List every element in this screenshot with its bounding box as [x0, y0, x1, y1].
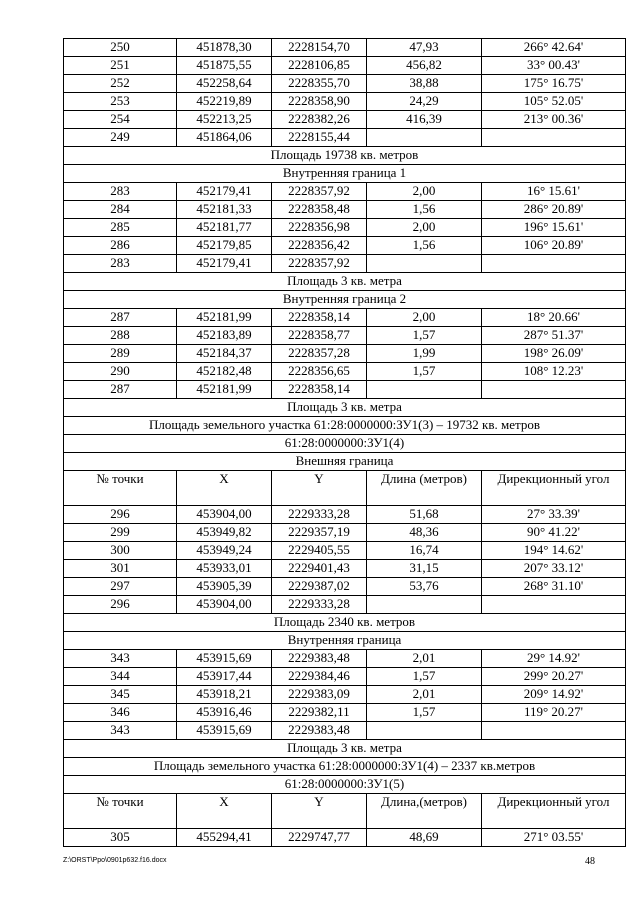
cell-x-coordinate: 452213,25	[177, 111, 272, 129]
cell-x-coordinate: 453905,39	[177, 578, 272, 596]
cell-point-number: 287	[64, 309, 177, 327]
cell-length	[367, 255, 482, 273]
section-caption: 61:28:0000000:ЗУ1(5)	[64, 776, 626, 794]
cell-direction-angle: 213° 00.36'	[482, 111, 626, 129]
cell-length: 2,00	[367, 309, 482, 327]
cell-point-number: 285	[64, 219, 177, 237]
cell-y-coordinate: 2228357,92	[272, 255, 367, 273]
cell-direction-angle: 27° 33.39'	[482, 506, 626, 524]
table-row	[64, 93, 626, 111]
table-row	[64, 39, 626, 57]
cell-point-number: 251	[64, 57, 177, 75]
cell-length	[367, 596, 482, 614]
cell-y-coordinate: 2228155,44	[272, 129, 367, 147]
section-row	[64, 453, 626, 471]
cell-point-number: 289	[64, 345, 177, 363]
cell-direction-angle: 287° 51.37'	[482, 327, 626, 345]
cell-x-coordinate: 453904,00	[177, 596, 272, 614]
section-row	[64, 632, 626, 650]
table-row	[64, 650, 626, 668]
coordinates-table	[63, 38, 626, 847]
cell-direction-angle: 198° 26.09'	[482, 345, 626, 363]
header-row	[64, 794, 626, 829]
cell-length: 31,15	[367, 560, 482, 578]
cell-y-coordinate: 2228358,77	[272, 327, 367, 345]
cell-point-number: 296	[64, 506, 177, 524]
cell-y-coordinate: 2229405,55	[272, 542, 367, 560]
cell-length: 51,68	[367, 506, 482, 524]
cell-length: 1,56	[367, 201, 482, 219]
cell-x-coordinate: 453949,82	[177, 524, 272, 542]
cell-length: 1,99	[367, 345, 482, 363]
cell-point-number: 296	[64, 596, 177, 614]
cell-point-number: 290	[64, 363, 177, 381]
cell-point-number: 346	[64, 704, 177, 722]
coordinates-table-body	[64, 39, 626, 847]
table-row	[64, 57, 626, 75]
cell-length: 38,88	[367, 75, 482, 93]
cell-direction-angle: 108° 12.23'	[482, 363, 626, 381]
cell-point-number: 254	[64, 111, 177, 129]
table-row	[64, 219, 626, 237]
cell-x-coordinate: 452179,41	[177, 255, 272, 273]
cell-x-coordinate: 451875,55	[177, 57, 272, 75]
section-row	[64, 165, 626, 183]
table-row	[64, 596, 626, 614]
cell-point-number: 301	[64, 560, 177, 578]
cell-direction-angle: 266° 42.64'	[482, 39, 626, 57]
cell-y-coordinate: 2229747,77	[272, 829, 367, 847]
column-header-length: Длина,(метров)	[367, 794, 482, 829]
document-file-path: Z:\ORST\Ppo\0901p632.f16.docx	[63, 857, 167, 864]
cell-y-coordinate: 2229383,09	[272, 686, 367, 704]
cell-y-coordinate: 2228355,70	[272, 75, 367, 93]
cell-y-coordinate: 2229383,48	[272, 722, 367, 740]
table-row	[64, 129, 626, 147]
cell-length: 53,76	[367, 578, 482, 596]
cell-y-coordinate: 2228358,48	[272, 201, 367, 219]
cell-x-coordinate: 452219,89	[177, 93, 272, 111]
cell-length: 1,57	[367, 327, 482, 345]
cell-point-number: 305	[64, 829, 177, 847]
cell-y-coordinate: 2228357,28	[272, 345, 367, 363]
cell-length	[367, 129, 482, 147]
table-row	[64, 722, 626, 740]
cell-direction-angle: 18° 20.66'	[482, 309, 626, 327]
section-row	[64, 614, 626, 632]
cell-point-number: 345	[64, 686, 177, 704]
cell-y-coordinate: 2228358,90	[272, 93, 367, 111]
cell-y-coordinate: 2229333,28	[272, 596, 367, 614]
cell-length: 2,00	[367, 219, 482, 237]
cell-point-number: 283	[64, 183, 177, 201]
cell-x-coordinate: 451878,30	[177, 39, 272, 57]
cell-y-coordinate: 2229383,48	[272, 650, 367, 668]
cell-direction-angle: 299° 20.27'	[482, 668, 626, 686]
cell-x-coordinate: 452179,85	[177, 237, 272, 255]
header-row	[64, 471, 626, 506]
cell-direction-angle: 271° 03.55'	[482, 829, 626, 847]
table-row	[64, 183, 626, 201]
cell-point-number: 288	[64, 327, 177, 345]
cell-length: 2,01	[367, 650, 482, 668]
cell-direction-angle	[482, 722, 626, 740]
cell-direction-angle: 90° 41.22'	[482, 524, 626, 542]
cell-y-coordinate: 2228356,98	[272, 219, 367, 237]
table-row	[64, 686, 626, 704]
section-row	[64, 147, 626, 165]
section-caption: Площадь 3 кв. метра	[64, 740, 626, 758]
cell-x-coordinate: 452182,48	[177, 363, 272, 381]
table-row	[64, 111, 626, 129]
table-row	[64, 381, 626, 399]
cell-length: 2,00	[367, 183, 482, 201]
cell-x-coordinate: 452181,99	[177, 309, 272, 327]
section-caption: 61:28:0000000:ЗУ1(4)	[64, 435, 626, 453]
section-row	[64, 435, 626, 453]
cell-x-coordinate: 452258,64	[177, 75, 272, 93]
cell-length: 47,93	[367, 39, 482, 57]
cell-direction-angle: 106° 20.89'	[482, 237, 626, 255]
table-row	[64, 542, 626, 560]
cell-direction-angle	[482, 596, 626, 614]
cell-length: 16,74	[367, 542, 482, 560]
section-caption: Внешняя граница	[64, 453, 626, 471]
cell-direction-angle: 194° 14.62'	[482, 542, 626, 560]
cell-length: 1,57	[367, 668, 482, 686]
table-row	[64, 201, 626, 219]
cell-direction-angle: 16° 15.61'	[482, 183, 626, 201]
cell-point-number: 249	[64, 129, 177, 147]
section-caption: Площадь 3 кв. метра	[64, 399, 626, 417]
cell-point-number: 250	[64, 39, 177, 57]
column-header-y-coordinate: Y	[272, 471, 367, 506]
cell-point-number: 283	[64, 255, 177, 273]
cell-point-number: 286	[64, 237, 177, 255]
cell-point-number: 343	[64, 722, 177, 740]
cell-length: 1,57	[367, 704, 482, 722]
column-header-direction-angle: Дирекционный угол	[482, 471, 626, 506]
section-row	[64, 417, 626, 435]
table-row	[64, 524, 626, 542]
page-number: 48	[585, 856, 595, 867]
cell-length	[367, 722, 482, 740]
cell-x-coordinate: 452184,37	[177, 345, 272, 363]
cell-point-number: 297	[64, 578, 177, 596]
cell-y-coordinate: 2229384,46	[272, 668, 367, 686]
cell-y-coordinate: 2228154,70	[272, 39, 367, 57]
cell-length: 1,56	[367, 237, 482, 255]
cell-direction-angle: 268° 31.10'	[482, 578, 626, 596]
table-row	[64, 704, 626, 722]
cell-point-number: 252	[64, 75, 177, 93]
section-caption: Внутренняя граница 1	[64, 165, 626, 183]
cell-y-coordinate: 2229382,11	[272, 704, 367, 722]
column-header-y-coordinate: Y	[272, 794, 367, 829]
cell-direction-angle: 105° 52.05'	[482, 93, 626, 111]
cell-y-coordinate: 2228106,85	[272, 57, 367, 75]
cell-direction-angle: 119° 20.27'	[482, 704, 626, 722]
cell-point-number: 299	[64, 524, 177, 542]
table-row	[64, 327, 626, 345]
section-caption: Внутренняя граница	[64, 632, 626, 650]
table-row	[64, 578, 626, 596]
section-row	[64, 776, 626, 794]
cell-direction-angle: 207° 33.12'	[482, 560, 626, 578]
cell-direction-angle	[482, 381, 626, 399]
column-header-point-number: № точки	[64, 794, 177, 829]
cell-direction-angle: 29° 14.92'	[482, 650, 626, 668]
cell-y-coordinate: 2228357,92	[272, 183, 367, 201]
table-row	[64, 75, 626, 93]
cell-direction-angle: 286° 20.89'	[482, 201, 626, 219]
cell-length: 1,57	[367, 363, 482, 381]
cell-x-coordinate: 453915,69	[177, 722, 272, 740]
table-row	[64, 829, 626, 847]
cell-x-coordinate: 452179,41	[177, 183, 272, 201]
column-header-x-coordinate: X	[177, 471, 272, 506]
section-row	[64, 291, 626, 309]
table-row	[64, 237, 626, 255]
cell-x-coordinate: 453949,24	[177, 542, 272, 560]
cell-x-coordinate: 455294,41	[177, 829, 272, 847]
table-row	[64, 506, 626, 524]
cell-x-coordinate: 452181,99	[177, 381, 272, 399]
table-row	[64, 560, 626, 578]
cell-x-coordinate: 453916,46	[177, 704, 272, 722]
cell-x-coordinate: 453917,44	[177, 668, 272, 686]
section-caption: Площадь 19738 кв. метров	[64, 147, 626, 165]
table-row	[64, 345, 626, 363]
cell-y-coordinate: 2228356,42	[272, 237, 367, 255]
cell-y-coordinate: 2228382,26	[272, 111, 367, 129]
column-header-direction-angle: Дирекционный угол	[482, 794, 626, 829]
table-row	[64, 363, 626, 381]
cell-x-coordinate: 452183,89	[177, 327, 272, 345]
cell-length: 456,82	[367, 57, 482, 75]
cell-point-number: 343	[64, 650, 177, 668]
section-caption: Площадь 3 кв. метра	[64, 273, 626, 291]
table-row	[64, 668, 626, 686]
section-row	[64, 273, 626, 291]
table-row	[64, 255, 626, 273]
cell-y-coordinate: 2229333,28	[272, 506, 367, 524]
table-row	[64, 309, 626, 327]
cell-x-coordinate: 453918,21	[177, 686, 272, 704]
cell-length: 2,01	[367, 686, 482, 704]
cell-point-number: 344	[64, 668, 177, 686]
cell-y-coordinate: 2228358,14	[272, 309, 367, 327]
cell-point-number: 287	[64, 381, 177, 399]
cell-direction-angle	[482, 255, 626, 273]
cell-x-coordinate: 452181,77	[177, 219, 272, 237]
cell-direction-angle: 175° 16.75'	[482, 75, 626, 93]
section-row	[64, 740, 626, 758]
cell-length: 48,36	[367, 524, 482, 542]
cell-direction-angle: 33° 00.43'	[482, 57, 626, 75]
column-header-x-coordinate: X	[177, 794, 272, 829]
cell-x-coordinate: 451864,06	[177, 129, 272, 147]
cell-y-coordinate: 2228358,14	[272, 381, 367, 399]
cell-point-number: 284	[64, 201, 177, 219]
cell-direction-angle	[482, 129, 626, 147]
cell-point-number: 253	[64, 93, 177, 111]
cell-length: 48,69	[367, 829, 482, 847]
section-caption: Внутренняя граница 2	[64, 291, 626, 309]
cell-x-coordinate: 453904,00	[177, 506, 272, 524]
cell-y-coordinate: 2228356,65	[272, 363, 367, 381]
cell-x-coordinate: 453933,01	[177, 560, 272, 578]
cell-length	[367, 381, 482, 399]
section-caption: Площадь 2340 кв. метров	[64, 614, 626, 632]
section-caption: Площадь земельного участка 61:28:0000000:ЗУ1(3) – 19732 кв. метров	[64, 417, 626, 435]
column-header-point-number: № точки	[64, 471, 177, 506]
section-caption: Площадь земельного участка 61:28:0000000:ЗУ1(4) – 2337 кв.метров	[64, 758, 626, 776]
cell-x-coordinate: 452181,33	[177, 201, 272, 219]
cell-x-coordinate: 453915,69	[177, 650, 272, 668]
cell-length: 416,39	[367, 111, 482, 129]
section-row	[64, 399, 626, 417]
cell-direction-angle: 196° 15.61'	[482, 219, 626, 237]
section-row	[64, 758, 626, 776]
column-header-length: Длина (метров)	[367, 471, 482, 506]
cell-point-number: 300	[64, 542, 177, 560]
cell-y-coordinate: 2229387,02	[272, 578, 367, 596]
cell-y-coordinate: 2229357,19	[272, 524, 367, 542]
cell-y-coordinate: 2229401,43	[272, 560, 367, 578]
cell-length: 24,29	[367, 93, 482, 111]
cell-direction-angle: 209° 14.92'	[482, 686, 626, 704]
